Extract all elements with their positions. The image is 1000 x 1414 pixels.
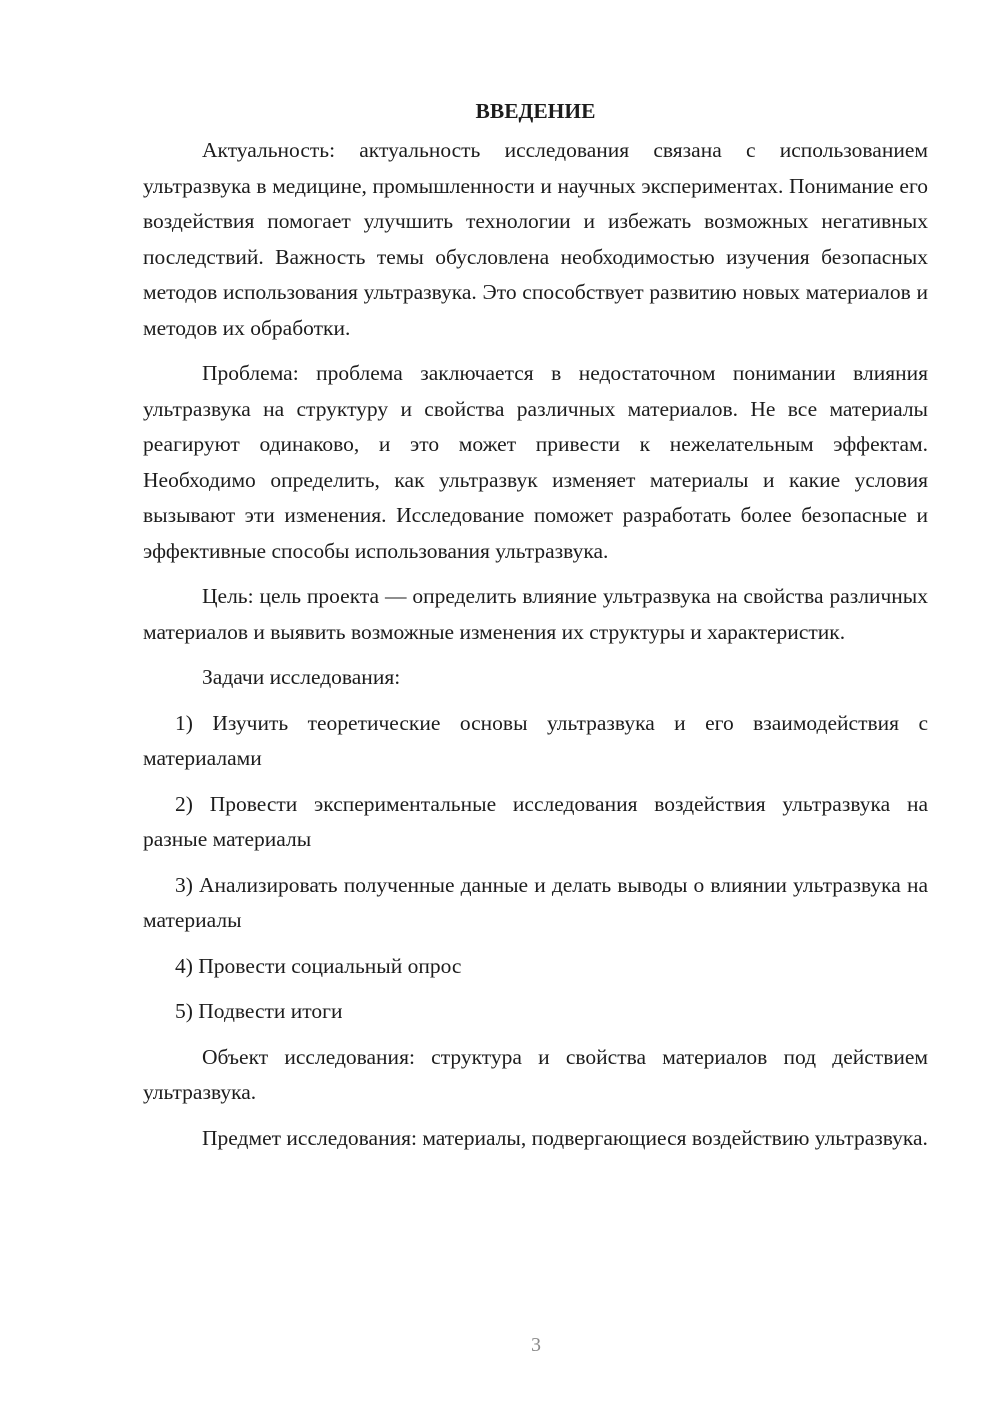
task-item-4: 4) Провести социальный опрос xyxy=(175,953,462,978)
task-item-3: 3) Анализировать полученные данные и делать выводы о влиянии ультразвука на материалы xyxy=(143,872,928,932)
document-page xyxy=(143,96,928,1166)
page-number: 3 xyxy=(531,1334,541,1356)
task-item-5: 5) Подвести итоги xyxy=(175,999,343,1023)
relevance-paragraph: Актуальность: актуальность исследования связана с использованием ультразвука в медицине, промышленности и научных экспериментах. Понимание его воздействия помогает улучшить технологии и избежать возможных негативных последствий. Важность темы обусловлена необходимостью изучения безопасных методов использования ультразвука. Это способствует развитию новых материалов и методов их обработки. xyxy=(143,138,928,340)
tasks-heading: Задачи исследования: xyxy=(202,665,401,689)
goal-paragraph: Цель: цель проекта — определить влияние ультразвука на свойства различных материалов и выявить возможные изменения их структуры и характеристик. xyxy=(143,584,928,644)
section-title: ВВЕДЕНИЕ xyxy=(475,99,596,123)
task-item-2: 2) Провести экспериментальные исследования воздействия ультразвука на разные материалы xyxy=(143,791,928,851)
task-item-1: 1) Изучить теоретические основы ультразвука и его взаимодействия с материалами xyxy=(143,710,928,770)
object-paragraph: Объект исследования: структура и свойства материалов под действием ультразвука. xyxy=(143,1044,928,1104)
problem-paragraph: Проблема: проблема заключается в недостаточном понимании влияния ультразвука на структуру и свойства различных материалов. Не все материалы реагируют одинаково, и это может привести к нежелательным эффектам. Необходимо определить, как ультразвук изменяет материалы и какие условия вызывают эти изменения. Исследование поможет разработать более безопасные и эффективные способы использования ультразвука. xyxy=(143,361,928,563)
subject-paragraph: Предмет исследования: материалы, подвергающиеся воздействию ультразвука. xyxy=(202,1125,928,1150)
